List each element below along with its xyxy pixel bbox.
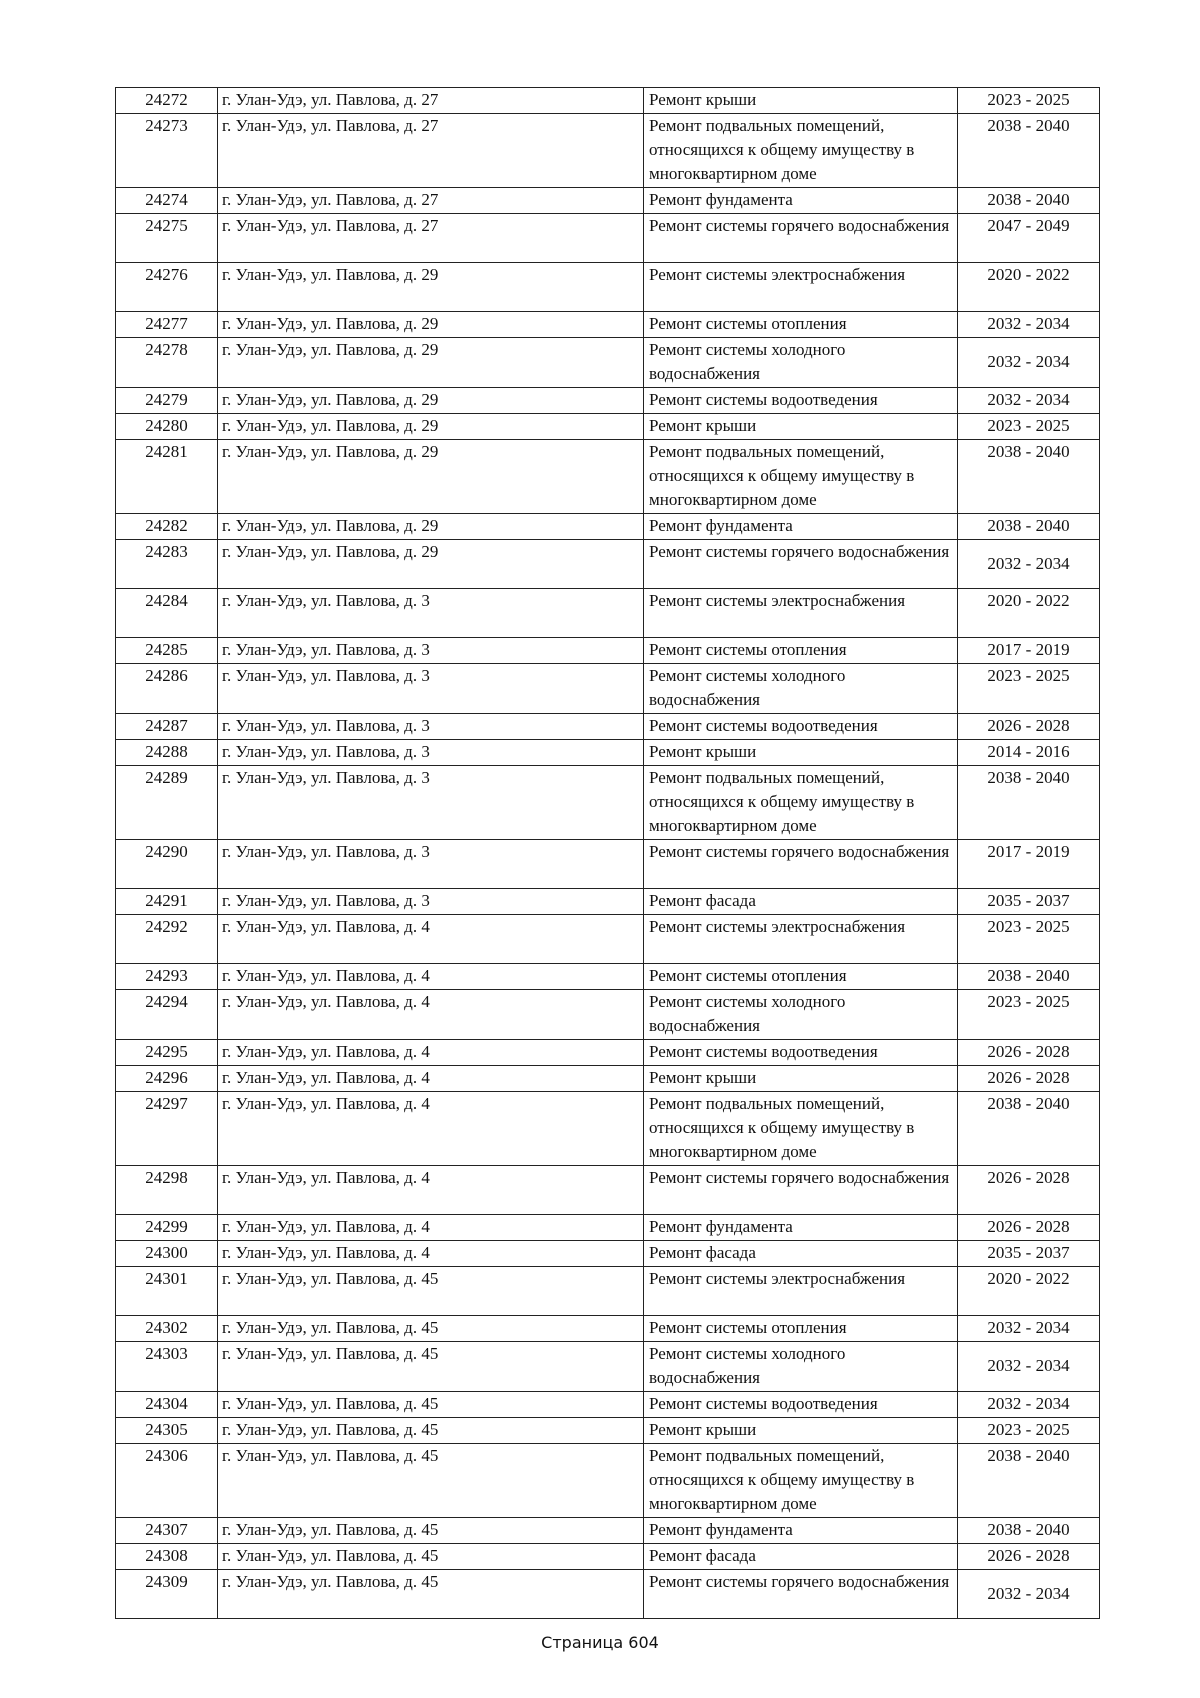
row-number: 24286 [116, 664, 218, 714]
period-cell: 2026 - 2028 [958, 714, 1100, 740]
period-cell: 2038 - 2040 [958, 440, 1100, 514]
address-cell: г. Улан-Удэ, ул. Павлова, д. 4 [218, 1166, 644, 1215]
address-cell: г. Улан-Удэ, ул. Павлова, д. 3 [218, 714, 644, 740]
row-number: 24275 [116, 214, 218, 263]
address-cell: г. Улан-Удэ, ул. Павлова, д. 4 [218, 1241, 644, 1267]
period-cell: 2032 - 2034 [958, 338, 1100, 388]
work-type-cell: Ремонт системы горячего водоснабжения [644, 540, 958, 589]
period-cell: 2032 - 2034 [958, 1570, 1100, 1619]
address-cell: г. Улан-Удэ, ул. Павлова, д. 29 [218, 263, 644, 312]
work-type-cell: Ремонт системы водоотведения [644, 388, 958, 414]
row-number: 24287 [116, 714, 218, 740]
work-type-cell: Ремонт подвальных помещений, относящихся к общему имуществу в многоквартирном доме [644, 114, 958, 188]
row-number: 24295 [116, 1040, 218, 1066]
page-number: Страница 604 [541, 1633, 659, 1652]
period-cell: 2032 - 2034 [958, 1392, 1100, 1418]
period-cell: 2032 - 2034 [958, 388, 1100, 414]
address-cell: г. Улан-Удэ, ул. Павлова, д. 29 [218, 514, 644, 540]
address-cell: г. Улан-Удэ, ул. Павлова, д. 3 [218, 664, 644, 714]
period-cell: 2020 - 2022 [958, 263, 1100, 312]
work-type-cell: Ремонт крыши [644, 1418, 958, 1444]
row-number: 24290 [116, 840, 218, 889]
period-cell: 2032 - 2034 [958, 312, 1100, 338]
period-cell: 2014 - 2016 [958, 740, 1100, 766]
row-number: 24289 [116, 766, 218, 840]
address-cell: г. Улан-Удэ, ул. Павлова, д. 29 [218, 440, 644, 514]
period-cell: 2017 - 2019 [958, 638, 1100, 664]
address-cell: г. Улан-Удэ, ул. Павлова, д. 4 [218, 1040, 644, 1066]
period-cell: 2023 - 2025 [958, 990, 1100, 1040]
work-type-cell: Ремонт крыши [644, 88, 958, 114]
address-cell: г. Улан-Удэ, ул. Павлова, д. 45 [218, 1570, 644, 1619]
work-type-cell: Ремонт фасада [644, 1544, 958, 1570]
period-cell: 2023 - 2025 [958, 664, 1100, 714]
row-number: 24288 [116, 740, 218, 766]
work-type-cell: Ремонт системы электроснабжения [644, 589, 958, 638]
table-row [116, 964, 1100, 990]
table-row [116, 915, 1100, 964]
row-number: 24297 [116, 1092, 218, 1166]
table-row [116, 1316, 1100, 1342]
table-row [116, 714, 1100, 740]
row-number: 24308 [116, 1544, 218, 1570]
address-cell: г. Улан-Удэ, ул. Павлова, д. 3 [218, 638, 644, 664]
row-number: 24280 [116, 414, 218, 440]
address-cell: г. Улан-Удэ, ул. Павлова, д. 45 [218, 1342, 644, 1392]
table-body [116, 88, 1100, 1619]
table-row [116, 1444, 1100, 1518]
work-type-cell: Ремонт системы холодного водоснабжения [644, 990, 958, 1040]
table-row [116, 840, 1100, 889]
work-type-cell: Ремонт подвальных помещений, относящихся к общему имуществу в многоквартирном доме [644, 1444, 958, 1518]
work-type-cell: Ремонт фасада [644, 889, 958, 915]
work-type-cell: Ремонт крыши [644, 414, 958, 440]
row-number: 24304 [116, 1392, 218, 1418]
address-cell: г. Улан-Удэ, ул. Павлова, д. 45 [218, 1418, 644, 1444]
work-type-cell: Ремонт системы отопления [644, 1316, 958, 1342]
table-row [116, 1241, 1100, 1267]
address-cell: г. Улан-Удэ, ул. Павлова, д. 4 [218, 964, 644, 990]
work-type-cell: Ремонт системы отопления [644, 964, 958, 990]
row-number: 24281 [116, 440, 218, 514]
address-cell: г. Улан-Удэ, ул. Павлова, д. 3 [218, 740, 644, 766]
address-cell: г. Улан-Удэ, ул. Павлова, д. 45 [218, 1544, 644, 1570]
row-number: 24272 [116, 88, 218, 114]
table-row [116, 1066, 1100, 1092]
row-number: 24305 [116, 1418, 218, 1444]
period-cell: 2032 - 2034 [958, 1342, 1100, 1392]
address-cell: г. Улан-Удэ, ул. Павлова, д. 29 [218, 388, 644, 414]
row-number: 24302 [116, 1316, 218, 1342]
row-number: 24294 [116, 990, 218, 1040]
table-row [116, 1392, 1100, 1418]
table-row [116, 1267, 1100, 1316]
period-cell: 2020 - 2022 [958, 589, 1100, 638]
row-number: 24303 [116, 1342, 218, 1392]
address-cell: г. Улан-Удэ, ул. Павлова, д. 4 [218, 990, 644, 1040]
address-cell: г. Улан-Удэ, ул. Павлова, д. 3 [218, 589, 644, 638]
table-row [116, 188, 1100, 214]
table-row [116, 1342, 1100, 1392]
address-cell: г. Улан-Удэ, ул. Павлова, д. 27 [218, 214, 644, 263]
row-number: 24273 [116, 114, 218, 188]
address-cell: г. Улан-Удэ, ул. Павлова, д. 4 [218, 915, 644, 964]
row-number: 24300 [116, 1241, 218, 1267]
row-number: 24284 [116, 589, 218, 638]
address-cell: г. Улан-Удэ, ул. Павлова, д. 29 [218, 414, 644, 440]
row-number: 24307 [116, 1518, 218, 1544]
row-number: 24293 [116, 964, 218, 990]
work-type-cell: Ремонт подвальных помещений, относящихся к общему имуществу в многоквартирном доме [644, 440, 958, 514]
table-row [116, 338, 1100, 388]
table-row [116, 514, 1100, 540]
work-type-cell: Ремонт системы водоотведения [644, 1392, 958, 1418]
address-cell: г. Улан-Удэ, ул. Павлова, д. 4 [218, 1092, 644, 1166]
table-row [116, 990, 1100, 1040]
address-cell: г. Улан-Удэ, ул. Павлова, д. 27 [218, 114, 644, 188]
period-cell: 2047 - 2049 [958, 214, 1100, 263]
row-number: 24298 [116, 1166, 218, 1215]
period-cell: 2038 - 2040 [958, 514, 1100, 540]
period-cell: 2023 - 2025 [958, 414, 1100, 440]
table-row [116, 1215, 1100, 1241]
table-row [116, 114, 1100, 188]
address-cell: г. Улан-Удэ, ул. Павлова, д. 3 [218, 766, 644, 840]
row-number: 24279 [116, 388, 218, 414]
period-cell: 2038 - 2040 [958, 1518, 1100, 1544]
period-cell: 2017 - 2019 [958, 840, 1100, 889]
table-row [116, 1518, 1100, 1544]
address-cell: г. Улан-Удэ, ул. Павлова, д. 3 [218, 840, 644, 889]
period-cell: 2038 - 2040 [958, 188, 1100, 214]
row-number: 24277 [116, 312, 218, 338]
row-number: 24283 [116, 540, 218, 589]
period-cell: 2038 - 2040 [958, 766, 1100, 840]
row-number: 24296 [116, 1066, 218, 1092]
work-type-cell: Ремонт системы горячего водоснабжения [644, 1570, 958, 1619]
period-cell: 2026 - 2028 [958, 1066, 1100, 1092]
period-cell: 2038 - 2040 [958, 114, 1100, 188]
period-cell: 2035 - 2037 [958, 889, 1100, 915]
work-type-cell: Ремонт системы водоотведения [644, 1040, 958, 1066]
table-row [116, 638, 1100, 664]
period-cell: 2032 - 2034 [958, 1316, 1100, 1342]
work-type-cell: Ремонт системы электроснабжения [644, 915, 958, 964]
work-type-cell: Ремонт системы отопления [644, 312, 958, 338]
row-number: 24276 [116, 263, 218, 312]
period-cell: 2032 - 2034 [958, 540, 1100, 589]
work-type-cell: Ремонт фундамента [644, 514, 958, 540]
period-cell: 2038 - 2040 [958, 1444, 1100, 1518]
work-type-cell: Ремонт системы электроснабжения [644, 263, 958, 312]
row-number: 24306 [116, 1444, 218, 1518]
table-row [116, 1418, 1100, 1444]
address-cell: г. Улан-Удэ, ул. Павлова, д. 29 [218, 338, 644, 388]
work-type-cell: Ремонт фасада [644, 1241, 958, 1267]
table-row [116, 1092, 1100, 1166]
table-row [116, 766, 1100, 840]
work-type-cell: Ремонт крыши [644, 1066, 958, 1092]
table-row [116, 263, 1100, 312]
table-row [116, 88, 1100, 114]
address-cell: г. Улан-Удэ, ул. Павлова, д. 45 [218, 1267, 644, 1316]
work-type-cell: Ремонт системы холодного водоснабжения [644, 1342, 958, 1392]
period-cell: 2023 - 2025 [958, 88, 1100, 114]
period-cell: 2020 - 2022 [958, 1267, 1100, 1316]
table-row [116, 312, 1100, 338]
table-row [116, 1166, 1100, 1215]
table-row [116, 664, 1100, 714]
repair-schedule-table [115, 87, 1100, 1619]
work-type-cell: Ремонт системы электроснабжения [644, 1267, 958, 1316]
table-row [116, 540, 1100, 589]
period-cell: 2023 - 2025 [958, 1418, 1100, 1444]
address-cell: г. Улан-Удэ, ул. Павлова, д. 45 [218, 1392, 644, 1418]
work-type-cell: Ремонт системы холодного водоснабжения [644, 338, 958, 388]
row-number: 24278 [116, 338, 218, 388]
address-cell: г. Улан-Удэ, ул. Павлова, д. 4 [218, 1066, 644, 1092]
table-row [116, 414, 1100, 440]
work-type-cell: Ремонт фундамента [644, 1518, 958, 1544]
table-row [116, 889, 1100, 915]
table-row [116, 440, 1100, 514]
address-cell: г. Улан-Удэ, ул. Павлова, д. 29 [218, 312, 644, 338]
period-cell: 2038 - 2040 [958, 1092, 1100, 1166]
period-cell: 2035 - 2037 [958, 1241, 1100, 1267]
work-type-cell: Ремонт системы холодного водоснабжения [644, 664, 958, 714]
table-row [116, 214, 1100, 263]
table-row [116, 388, 1100, 414]
work-type-cell: Ремонт фундамента [644, 188, 958, 214]
address-cell: г. Улан-Удэ, ул. Павлова, д. 45 [218, 1316, 644, 1342]
address-cell: г. Улан-Удэ, ул. Павлова, д. 45 [218, 1444, 644, 1518]
row-number: 24301 [116, 1267, 218, 1316]
period-cell: 2026 - 2028 [958, 1215, 1100, 1241]
work-type-cell: Ремонт подвальных помещений, относящихся к общему имуществу в многоквартирном доме [644, 766, 958, 840]
row-number: 24282 [116, 514, 218, 540]
table-row [116, 1040, 1100, 1066]
work-type-cell: Ремонт крыши [644, 740, 958, 766]
period-cell: 2038 - 2040 [958, 964, 1100, 990]
period-cell: 2026 - 2028 [958, 1544, 1100, 1570]
row-number: 24309 [116, 1570, 218, 1619]
address-cell: г. Улан-Удэ, ул. Павлова, д. 27 [218, 188, 644, 214]
address-cell: г. Улан-Удэ, ул. Павлова, д. 3 [218, 889, 644, 915]
period-cell: 2023 - 2025 [958, 915, 1100, 964]
table-row [116, 589, 1100, 638]
period-cell: 2026 - 2028 [958, 1040, 1100, 1066]
row-number: 24291 [116, 889, 218, 915]
row-number: 24274 [116, 188, 218, 214]
address-cell: г. Улан-Удэ, ул. Павлова, д. 29 [218, 540, 644, 589]
table-row [116, 1544, 1100, 1570]
work-type-cell: Ремонт системы отопления [644, 638, 958, 664]
work-type-cell: Ремонт системы водоотведения [644, 714, 958, 740]
work-type-cell: Ремонт фундамента [644, 1215, 958, 1241]
work-type-cell: Ремонт системы горячего водоснабжения [644, 840, 958, 889]
work-type-cell: Ремонт системы горячего водоснабжения [644, 1166, 958, 1215]
work-type-cell: Ремонт подвальных помещений, относящихся к общему имуществу в многоквартирном доме [644, 1092, 958, 1166]
row-number: 24299 [116, 1215, 218, 1241]
table-row [116, 1570, 1100, 1619]
address-cell: г. Улан-Удэ, ул. Павлова, д. 45 [218, 1518, 644, 1544]
row-number: 24285 [116, 638, 218, 664]
period-cell: 2026 - 2028 [958, 1166, 1100, 1215]
table-row [116, 740, 1100, 766]
address-cell: г. Улан-Удэ, ул. Павлова, д. 27 [218, 88, 644, 114]
work-type-cell: Ремонт системы горячего водоснабжения [644, 214, 958, 263]
row-number: 24292 [116, 915, 218, 964]
address-cell: г. Улан-Удэ, ул. Павлова, д. 4 [218, 1215, 644, 1241]
